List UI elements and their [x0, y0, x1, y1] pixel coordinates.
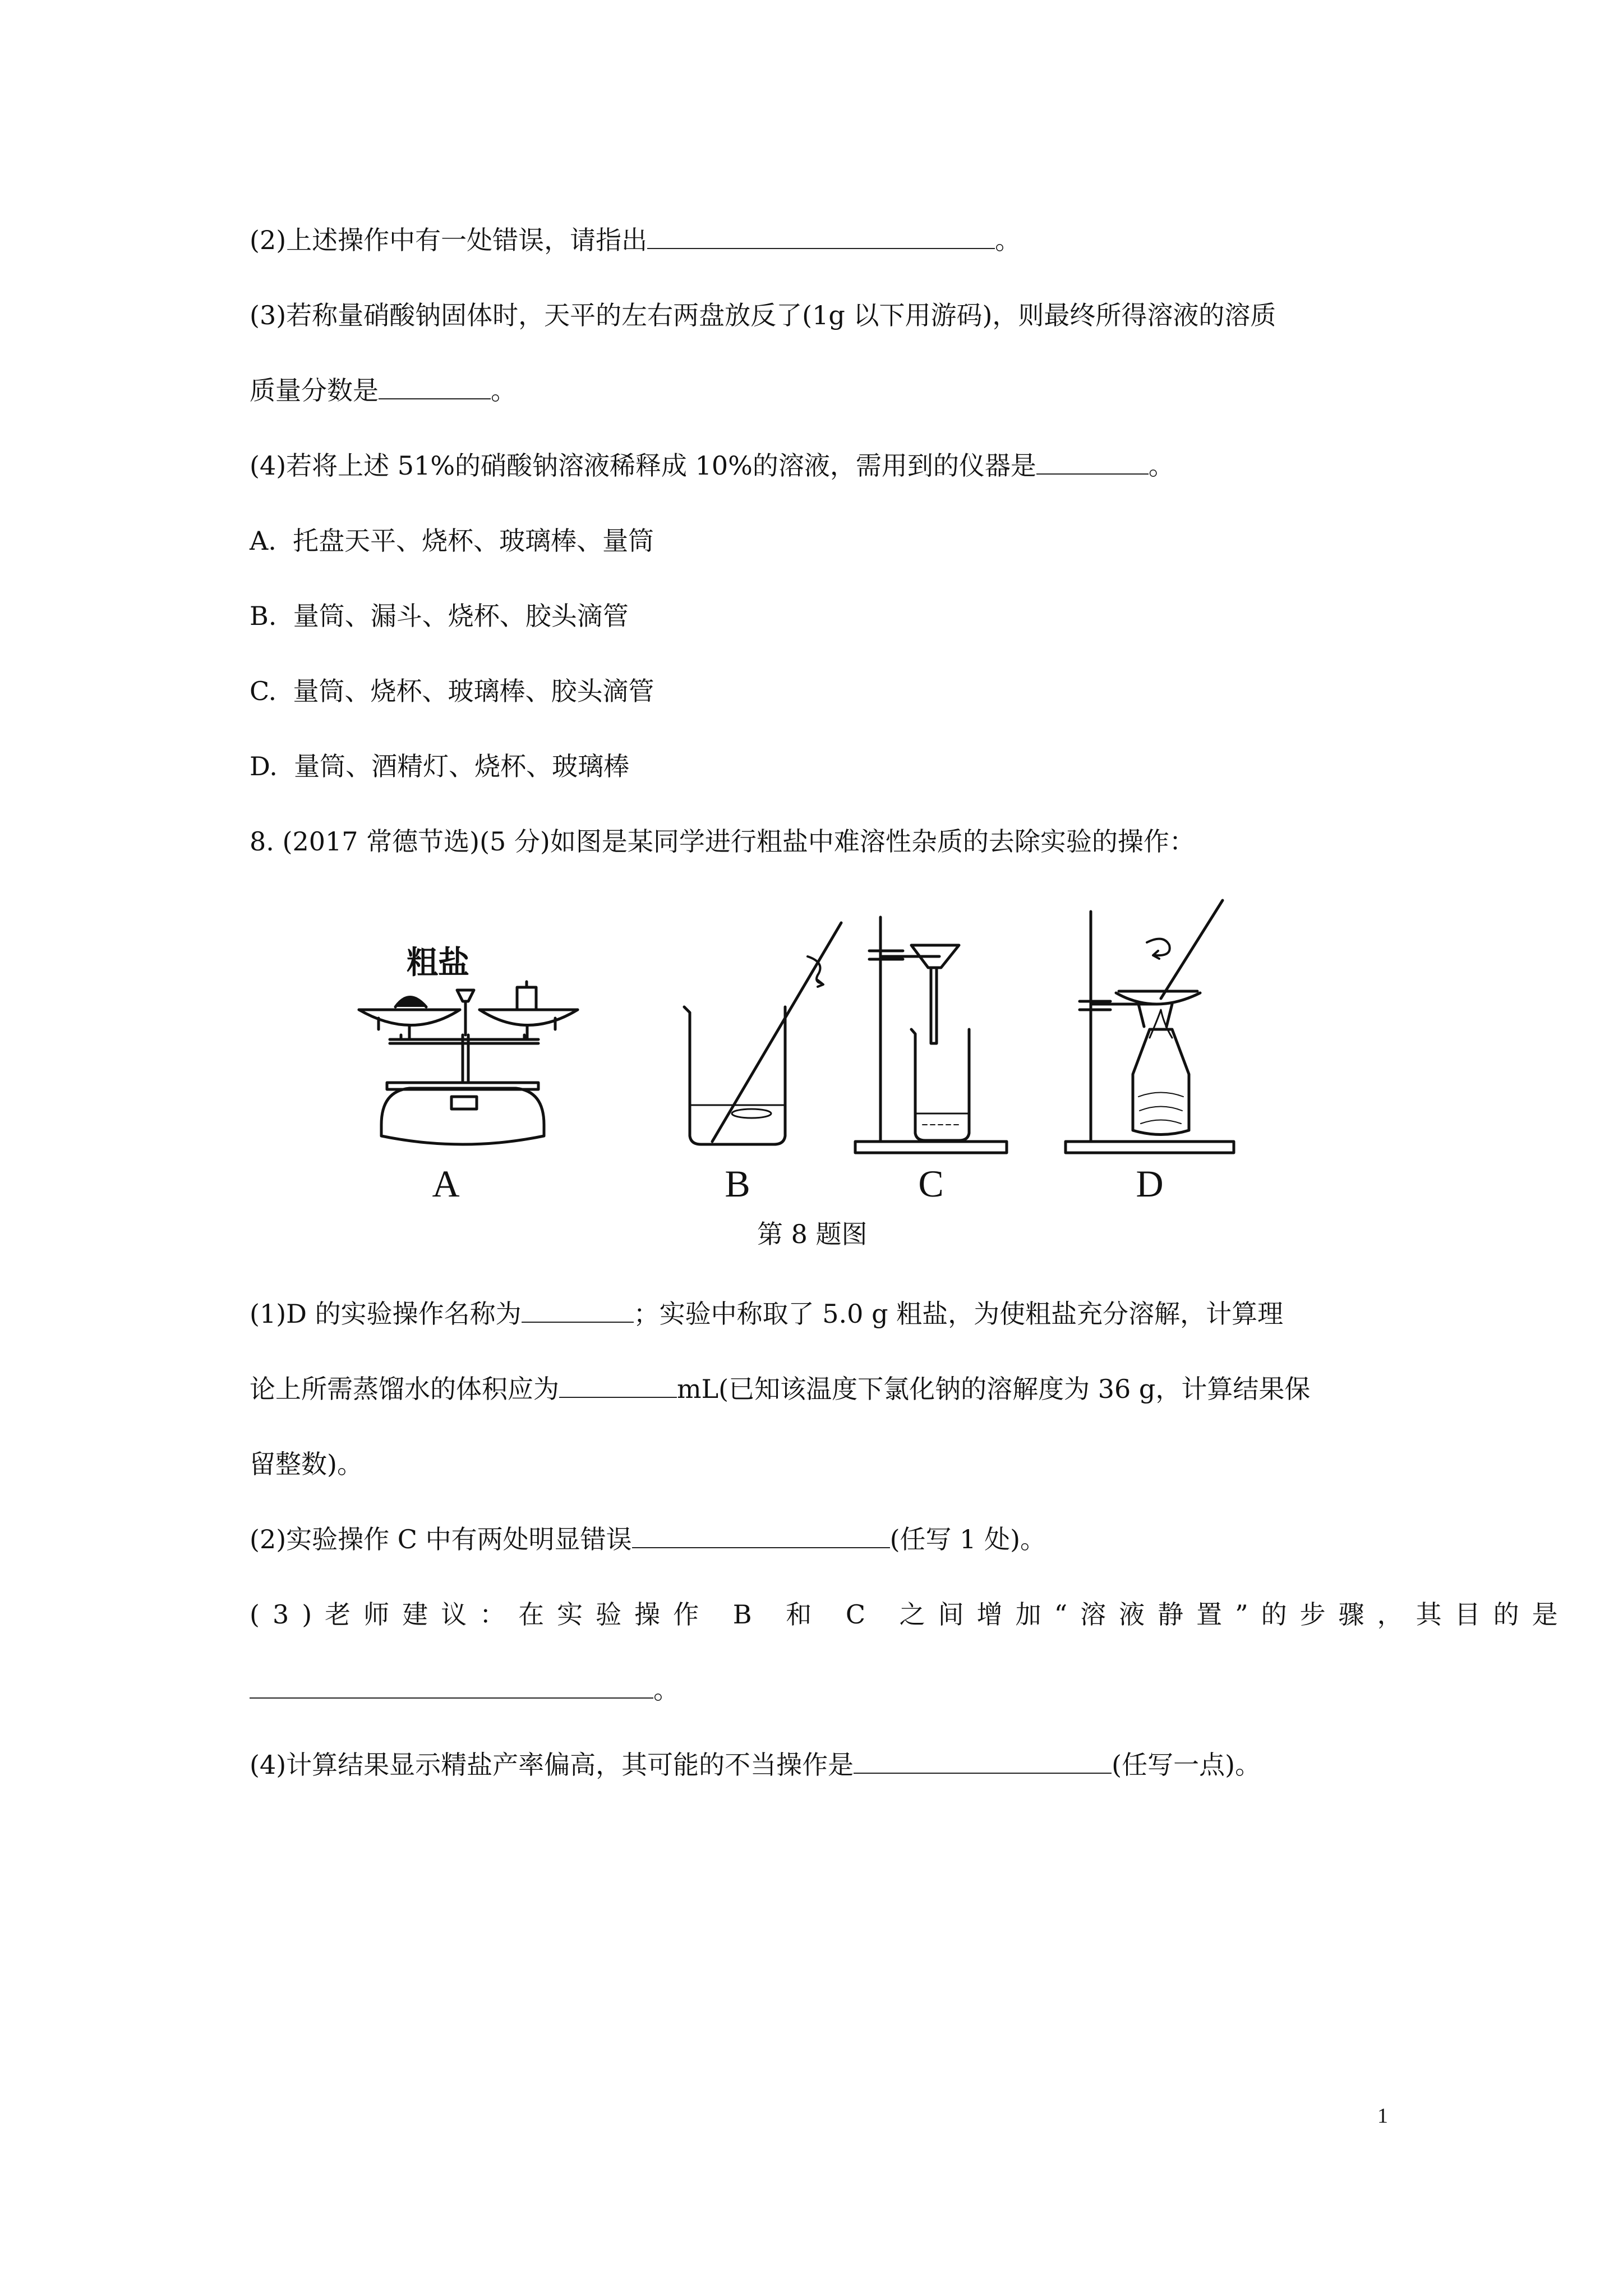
q8-stem: 8. (2017 常德节选)(5 分)如图是某同学进行粗盐中难溶性杂质的去除实验的操作： [250, 826, 1195, 857]
option-c: C. 量筒、烧杯、玻璃棒、胶头滴管 [250, 676, 654, 706]
q8-part1-line2: 论上所需蒸馏水的体积应为 mL(已知该温度下氯化钠的溶解度为 36 g，计算结果保 [250, 1372, 1310, 1406]
figure-label-b: B [725, 1162, 750, 1203]
figure-label-d: D [1136, 1162, 1164, 1203]
answer-blank[interactable] [250, 1673, 653, 1699]
answer-blank[interactable] [1036, 449, 1149, 475]
experiment-figure [348, 889, 1301, 1203]
q8-part1-line1: (1)D 的实验操作名称为 ；实验中称取了 5.0 g 粗盐，为使粗盐充分溶解，计算理 [250, 1297, 1283, 1331]
option-d: D. 量筒、酒精灯、烧杯、玻璃棒 [250, 751, 630, 781]
balance-illustration [359, 982, 578, 1144]
q8-part3-line1: (3)老师建议：在实验操作 B 和 C 之间增加“溶液静置”的步骤，其目的是 [250, 1599, 1571, 1630]
q8-part2: (2)实验操作 C 中有两处明显错误 (任写 1 处)。 [250, 1522, 1046, 1556]
q8-part4: (4)计算结果显示精盐产率偏高，其可能的不当操作是 (任写一点)。 [250, 1748, 1261, 1782]
option-b: B. 量筒、漏斗、烧杯、胶头滴管 [250, 601, 629, 631]
answer-blank[interactable] [559, 1372, 677, 1398]
beaker-stirring-illustration [684, 923, 841, 1144]
answer-blank[interactable] [854, 1748, 1112, 1774]
q7-part2: (2)上述操作中有一处错误，请指出 。 [250, 223, 1021, 257]
page-number: 1 [1377, 2104, 1388, 2128]
answer-blank[interactable] [379, 374, 491, 399]
figure-label-a: A [432, 1162, 460, 1203]
q7-part3-line2: 质量分数是 。 [250, 374, 517, 407]
salt-label: 粗盐 [407, 945, 469, 981]
q8-part3-line2: 。 [250, 1673, 679, 1706]
filtration-illustration [855, 917, 1007, 1153]
answer-blank[interactable] [632, 1522, 890, 1548]
answer-blank[interactable] [647, 223, 995, 249]
q7-part3-line1: (3)若称量硝酸钠固体时，天平的左右两盘放反了(1g 以下用游码)，则最终所得溶液的溶质 [250, 300, 1276, 330]
q7-part4: (4)若将上述 51%的硝酸钠溶液稀释成 10%的溶液，需用到的仪器是 。 [250, 449, 1174, 482]
q8-part1-line3: 留整数)。 [250, 1449, 363, 1479]
answer-blank[interactable] [522, 1297, 634, 1323]
evaporation-illustration [1066, 900, 1234, 1153]
figure-label-c: C [918, 1162, 944, 1203]
option-a: A. 托盘天平、烧杯、玻璃棒、量筒 [250, 526, 654, 556]
figure-caption: 第 8 题图 [757, 1219, 868, 1249]
